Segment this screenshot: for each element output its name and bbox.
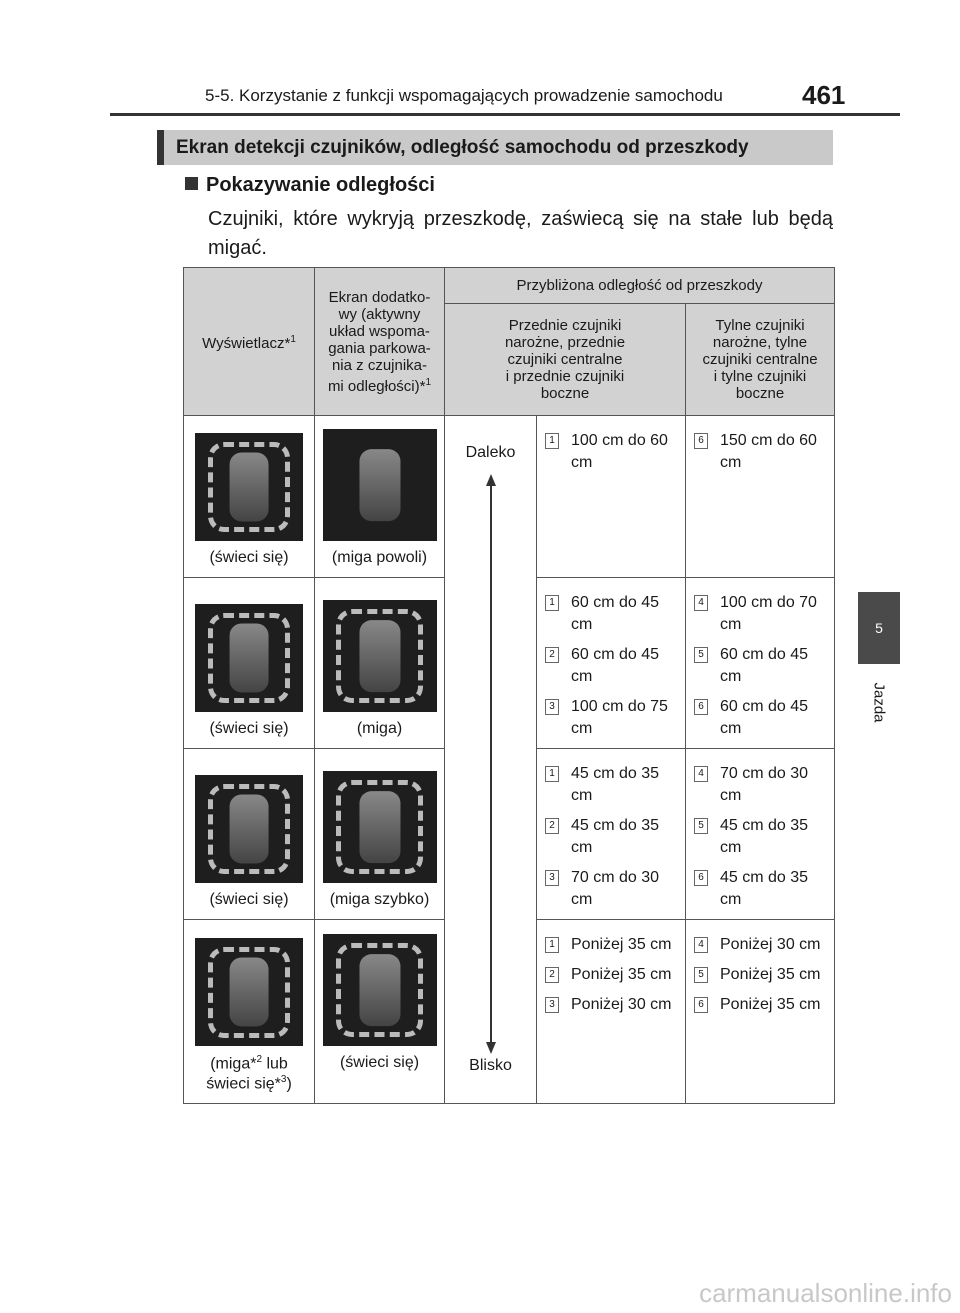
front-distance-cell: 1 100 cm do 60 cm — [537, 416, 686, 578]
extra-screen-image — [323, 771, 437, 883]
extra-screen-cell: (świeci się) — [315, 920, 445, 1104]
far-label: Daleko — [465, 444, 516, 461]
display-image — [195, 604, 303, 712]
extra-screen-cell: (miga szybko) — [315, 749, 445, 920]
display-cell: (miga*$^2$ lub świeci się*$^3$) — [184, 920, 315, 1104]
running-header: 5-5. Korzystanie z funkcji wspomagających prowadzenie samochodu — [205, 86, 723, 105]
bullet-square-icon — [185, 177, 198, 190]
front-distance-cell: 1 Poniżej 35 cm 2 Poniżej 35 cm 3 Poniżej 30 cm — [537, 920, 686, 1104]
chapter-tab-label: Jazda — [870, 681, 888, 723]
header-display: Wyświetlacz*$^1$ — [184, 268, 315, 416]
rear-distance-cell: 6 150 cm do 60 cm — [686, 416, 835, 578]
extra-screen-image — [323, 600, 437, 712]
header-extra-screen: Ekran dodatko- wy (aktywny układ wspoma- gania parkowa- nia z czujnika- mi odległości)*$^1$ — [315, 268, 445, 416]
watermark: carmanualsonline.info — [699, 1278, 952, 1308]
chapter-tab: 5 — [858, 592, 900, 664]
header-rule — [110, 113, 900, 116]
body-paragraph: Czujniki, które wykryją przeszkodę, zaświecą się na stałe lub będą migać. — [208, 208, 833, 259]
front-distance-cell: 1 45 cm do 35 cm 2 45 cm do 35 cm 3 70 cm do 30 cm — [537, 749, 686, 920]
display-image — [195, 938, 303, 1046]
display-cell: (świeci się) — [184, 749, 315, 920]
display-image — [195, 775, 303, 883]
display-image — [195, 433, 303, 541]
bullet-heading: Pokazywanie odległości — [185, 174, 435, 197]
front-distance-cell: 1 60 cm do 45 cm 2 60 cm do 45 cm 3 100 cm do 75 cm — [537, 578, 686, 749]
distance-arrow-cell — [445, 416, 537, 1104]
display-cell: (świeci się) — [184, 578, 315, 749]
display-cell: (świeci się) — [184, 416, 315, 578]
extra-screen-image — [323, 934, 437, 1046]
distance-table — [183, 267, 835, 1104]
extra-screen-image — [323, 429, 437, 541]
extra-screen-cell: (miga powoli) — [315, 416, 445, 578]
page-number: 461 — [802, 80, 846, 110]
double-arrow-icon — [481, 474, 501, 1054]
near-label: Blisko — [469, 1057, 512, 1074]
section-title: Ekran detekcji czujników, odległość samochodu od przeszkody — [157, 130, 833, 165]
header-rear-sensors: Tylne czujniki narożne, tylne czujniki centralne i tylne czujniki boczne — [686, 304, 835, 416]
rear-distance-cell: 4 70 cm do 30 cm 5 45 cm do 35 cm 6 45 cm do 35 cm — [686, 749, 835, 920]
header-approx-distance: Przybliżona odległość od przeszkody — [445, 268, 835, 304]
rear-distance-cell: 4 100 cm do 70 cm 5 60 cm do 45 cm 6 60 cm do 45 cm — [686, 578, 835, 749]
table-row — [184, 416, 835, 578]
rear-distance-cell: 4 Poniżej 30 cm 5 Poniżej 35 cm 6 Poniżej 35 cm — [686, 920, 835, 1104]
header-front-sensors: Przednie czujniki narożne, przednie czujniki centralne i przednie czujniki boczne — [445, 304, 686, 416]
extra-screen-cell: (miga) — [315, 578, 445, 749]
